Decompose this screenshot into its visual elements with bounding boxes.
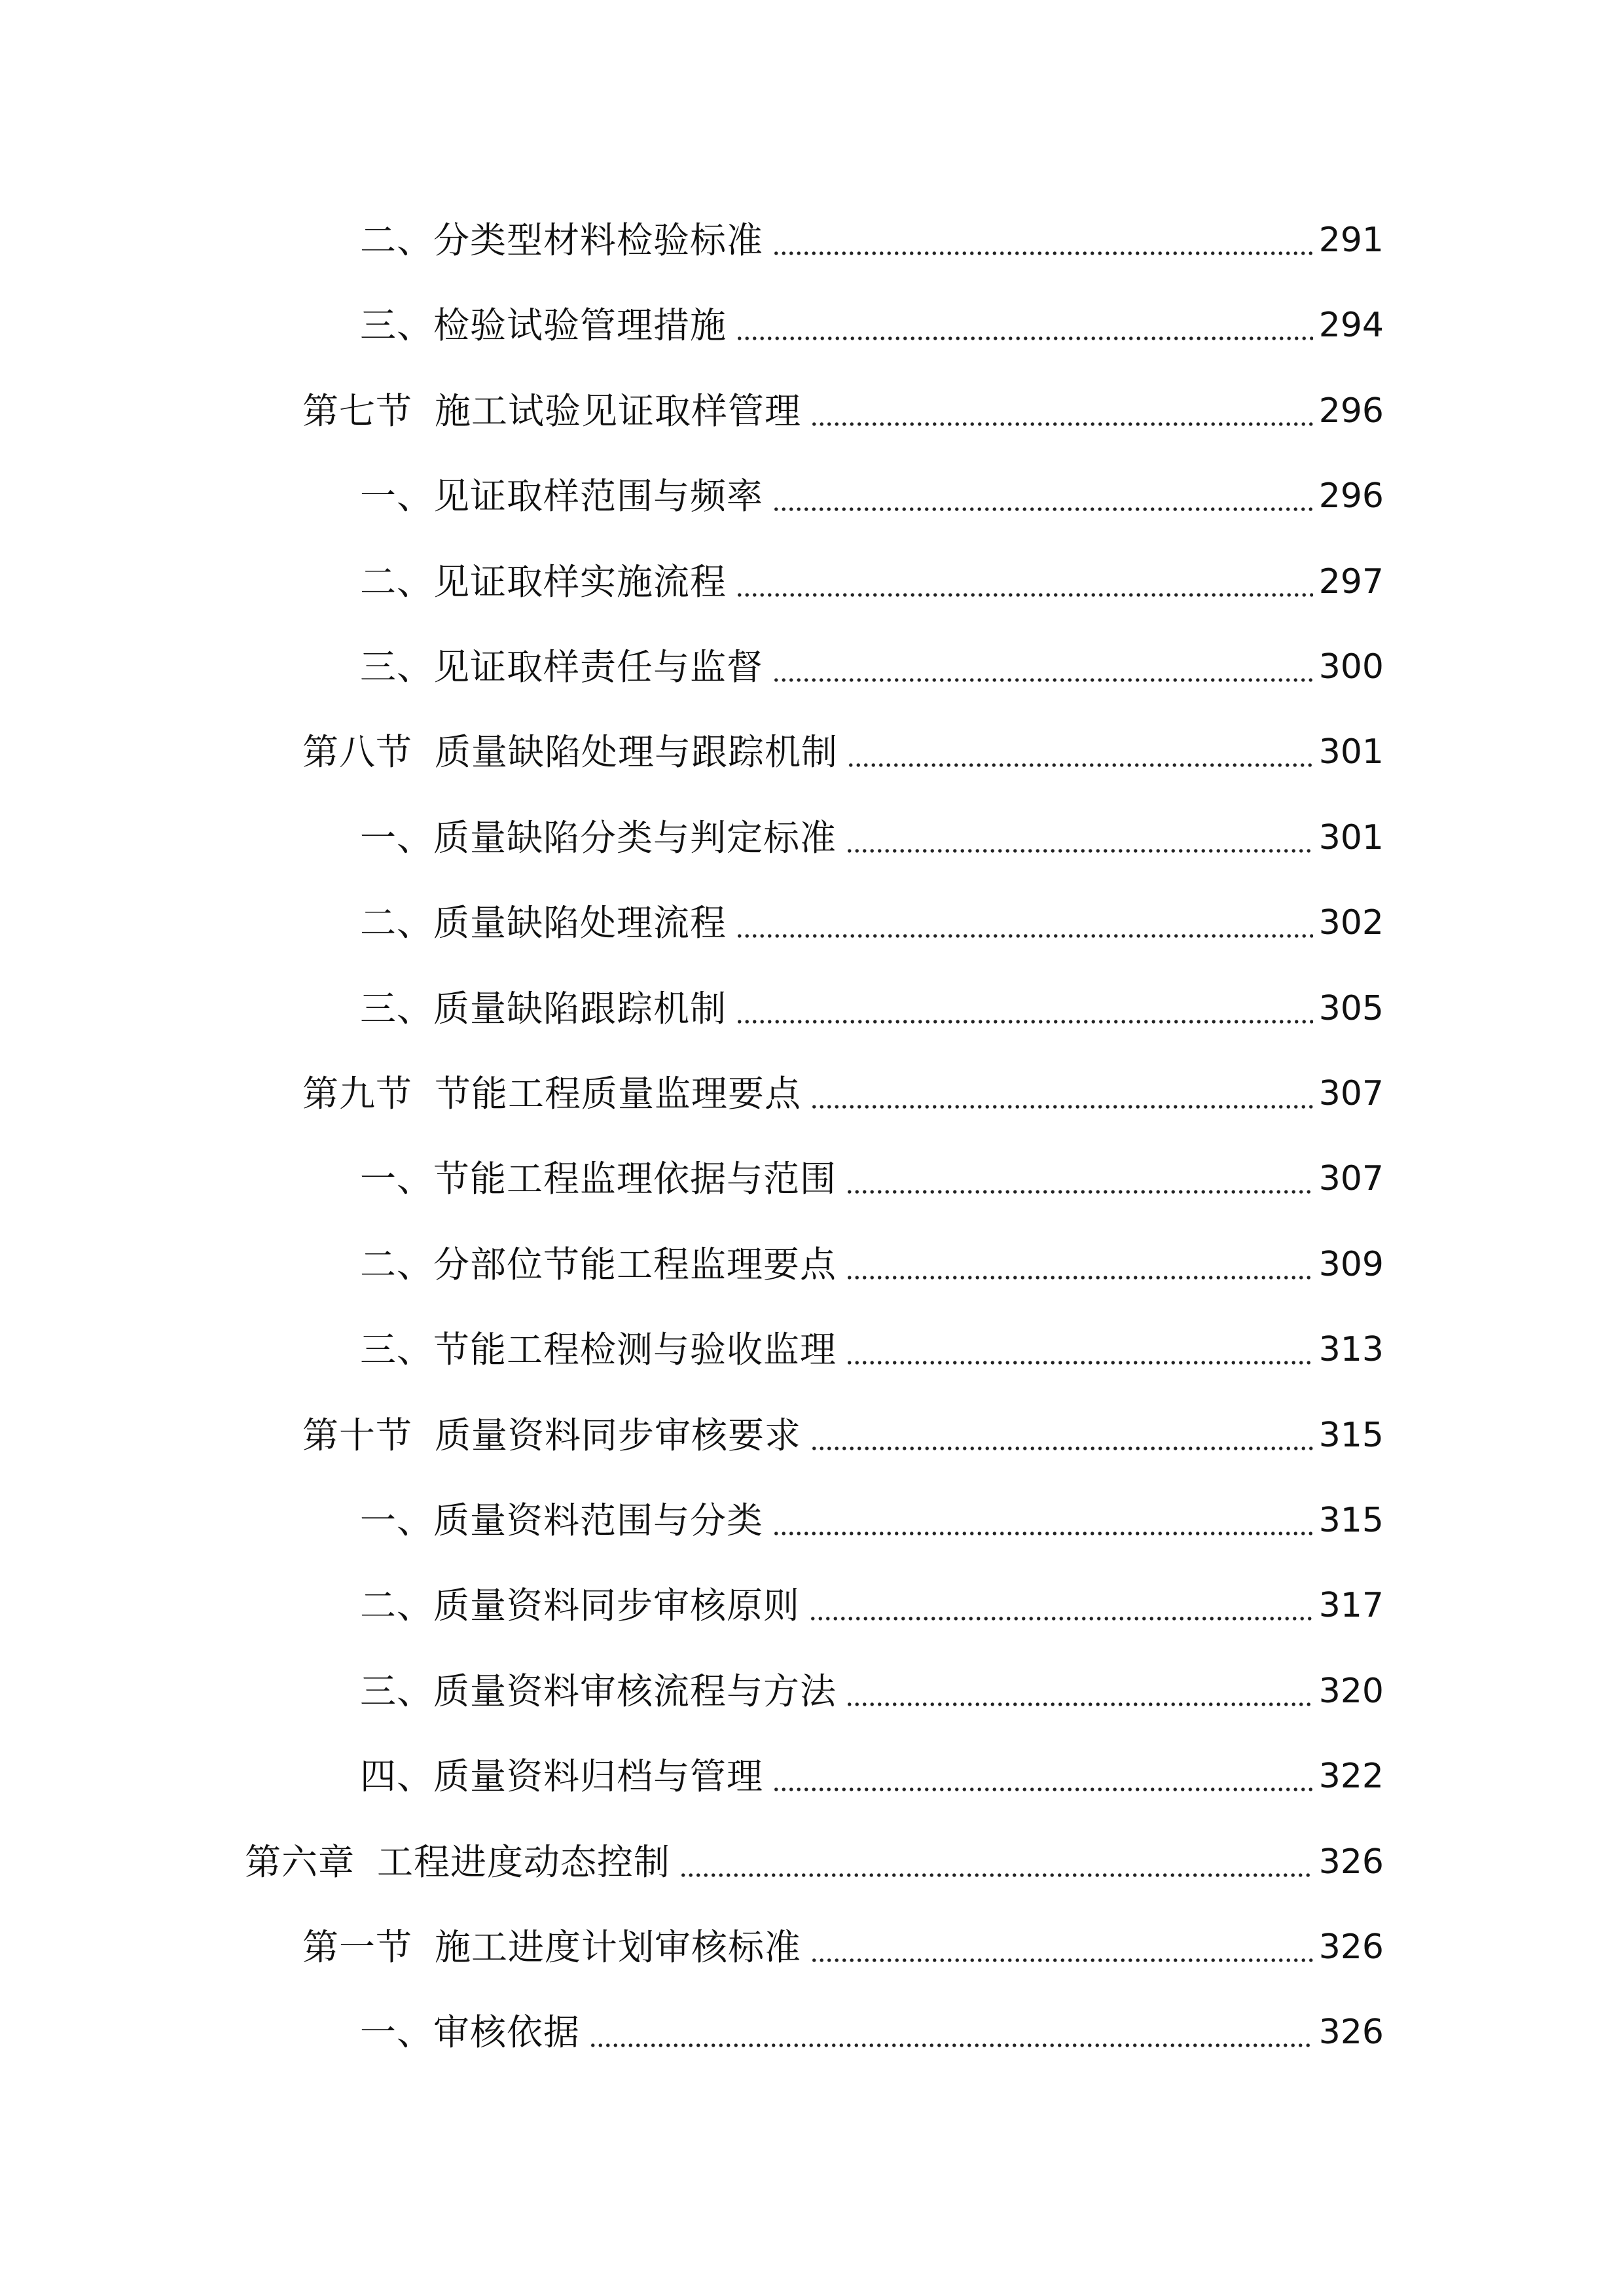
toc-entry[interactable] (302, 382, 1384, 440)
toc-entry-text: 质量资料归档与管理 (433, 1755, 764, 1797)
toc-entry-title (302, 1064, 801, 1123)
toc-entry-number: 四、 (360, 1755, 434, 1797)
toc-entry-number: 第一节 (302, 1926, 413, 1968)
toc-entry[interactable] (360, 1320, 1384, 1379)
toc-entry-title (360, 1576, 800, 1635)
dot-leader (772, 507, 1313, 511)
toc-entry[interactable] (360, 1662, 1384, 1721)
toc-entry-page-number: 296 (1318, 391, 1384, 431)
toc-entry[interactable] (360, 1747, 1384, 1806)
toc-entry-page-number: 313 (1318, 1330, 1384, 1369)
toc-entry[interactable] (360, 637, 1384, 696)
toc-entry-page-number: 322 (1318, 1757, 1384, 1796)
toc-entry[interactable] (360, 296, 1384, 355)
toc-entry-page-number: 315 (1318, 1501, 1384, 1540)
toc-entry-page-number: 309 (1318, 1245, 1384, 1284)
toc-entry-title (360, 211, 763, 270)
toc-entry-page-number: 301 (1318, 818, 1384, 857)
dot-leader (846, 849, 1313, 853)
toc-entry-page-number: 326 (1318, 1842, 1384, 1882)
toc-entry[interactable] (360, 552, 1384, 611)
toc-entry-number: 三、 (360, 1329, 434, 1371)
toc-entry-number: 第六章 (245, 1841, 355, 1883)
toc-entry-title (360, 1747, 763, 1806)
toc-entry[interactable] (302, 1918, 1384, 1977)
dot-leader (846, 1190, 1313, 1194)
toc-entry-number: 一、 (360, 2011, 434, 2053)
toc-entry-title (245, 1833, 670, 1892)
toc-entry-number: 一、 (360, 817, 434, 859)
toc-entry-text: 质量资料审核流程与方法 (433, 1670, 837, 1712)
dot-leader (736, 593, 1313, 597)
toc-entry-number: 第七节 (302, 390, 413, 432)
toc-entry-page-number: 302 (1318, 903, 1384, 942)
toc-entry-text: 质量资料同步审核要求 (435, 1414, 802, 1456)
toc-entry-title (360, 637, 763, 696)
toc-entry-page-number: 307 (1318, 1074, 1384, 1113)
toc-entry-number: 二、 (360, 219, 434, 261)
toc-entry-page-number: 305 (1318, 989, 1384, 1028)
toc-entry[interactable] (245, 1833, 1384, 1892)
toc-entry-title (360, 1149, 837, 1208)
dot-leader (846, 1702, 1313, 1706)
toc-entry-text: 质量资料同步审核原则 (433, 1585, 801, 1626)
toc-entry-page-number: 296 (1318, 476, 1384, 516)
toc-entry-text: 质量缺陷处理与跟踪机制 (435, 731, 839, 773)
dot-leader (736, 1020, 1313, 1024)
dot-leader (810, 1446, 1313, 1450)
toc-entry-number: 一、 (360, 1499, 434, 1541)
toc-entry-text: 分类型材料检验标准 (433, 219, 764, 261)
toc-entry-text: 施工试验见证取样管理 (435, 390, 802, 432)
toc-entry-page-number: 326 (1318, 1928, 1384, 1967)
dot-leader (589, 2043, 1313, 2047)
toc-entry[interactable] (302, 1064, 1384, 1123)
toc-entry-number: 二、 (360, 902, 434, 944)
toc-entry-number: 三、 (360, 1670, 434, 1712)
toc-entry-title (360, 979, 727, 1038)
dot-leader (846, 1361, 1313, 1365)
toc-entry-number: 一、 (360, 1158, 434, 1200)
toc-entry-text: 工程进度动态控制 (377, 1841, 671, 1883)
toc-entry-number: 第九节 (302, 1073, 413, 1115)
toc-entry-number: 一、 (360, 475, 434, 517)
toc-entry-title (360, 808, 837, 867)
toc-entry-text: 质量缺陷分类与判定标准 (433, 817, 837, 859)
toc-entry-page-number: 315 (1318, 1416, 1384, 1455)
toc-entry-page-number: 307 (1318, 1159, 1384, 1198)
dot-leader (772, 678, 1313, 682)
toc-entry[interactable] (360, 1491, 1384, 1550)
toc-entry-text: 施工进度计划审核标准 (435, 1926, 802, 1968)
toc-entry[interactable] (360, 2003, 1384, 2062)
toc-entry-title (360, 467, 763, 526)
dot-leader (772, 1787, 1313, 1791)
dot-leader (847, 763, 1313, 767)
toc-entry-title (360, 1320, 837, 1379)
toc-entry-number: 二、 (360, 1244, 434, 1285)
dot-leader (810, 1958, 1313, 1962)
dot-leader (810, 422, 1313, 426)
toc-entry-page-number: 326 (1318, 2013, 1384, 2052)
toc-entry-page-number: 301 (1318, 732, 1384, 772)
toc-entry-text: 分部位节能工程监理要点 (433, 1244, 837, 1285)
toc-entry-text: 见证取样责任与监督 (433, 646, 764, 688)
toc-entry-text: 质量缺陷处理流程 (433, 902, 727, 944)
toc-entry-title (360, 296, 727, 355)
toc-entry-text: 见证取样范围与频率 (433, 475, 764, 517)
toc-entry-text: 节能工程监理依据与范围 (433, 1158, 837, 1200)
dot-leader (809, 1617, 1313, 1621)
toc-entry[interactable] (302, 723, 1384, 781)
toc-entry[interactable] (360, 1149, 1384, 1208)
toc-entry-title (360, 552, 727, 611)
toc-entry[interactable] (360, 1235, 1384, 1294)
toc-entry-text: 质量缺陷跟踪机制 (433, 988, 727, 1030)
toc-entry-title (360, 2003, 580, 2062)
dot-leader (846, 1276, 1313, 1280)
toc-entry-number: 三、 (360, 304, 434, 346)
toc-entry[interactable] (360, 1576, 1384, 1635)
toc-entry-title (302, 382, 801, 440)
toc-entry-page-number: 317 (1318, 1586, 1384, 1625)
toc-entry-page-number: 297 (1318, 562, 1384, 601)
toc-entry-number: 二、 (360, 561, 434, 603)
toc-entry-page-number: 291 (1318, 221, 1384, 260)
toc-entry-text: 检验试验管理措施 (433, 304, 727, 346)
toc-entry-title (302, 723, 838, 781)
toc-entry[interactable] (360, 979, 1384, 1038)
toc-entry[interactable] (360, 467, 1384, 526)
toc-entry-text: 见证取样实施流程 (433, 561, 727, 603)
dot-leader (772, 251, 1313, 255)
toc-entry-number: 三、 (360, 988, 434, 1030)
toc-entry-title (360, 893, 727, 952)
dot-leader (810, 1105, 1313, 1109)
toc-entry-page-number: 294 (1318, 306, 1384, 345)
toc-entry-title (360, 1235, 837, 1294)
toc-entry-number: 第八节 (302, 731, 413, 773)
toc-entry-number: 三、 (360, 646, 434, 688)
toc-entry[interactable] (360, 893, 1384, 952)
toc-entry[interactable] (360, 211, 1384, 270)
toc-entry-title (360, 1662, 837, 1721)
toc-entry-text: 节能工程质量监理要点 (435, 1073, 802, 1115)
toc-entry-number: 二、 (360, 1585, 434, 1626)
toc-entry-text: 节能工程检测与验收监理 (433, 1329, 837, 1371)
toc-entry-text: 审核依据 (433, 2011, 581, 2053)
dot-leader (772, 1532, 1313, 1535)
dot-leader (736, 336, 1313, 340)
toc-entry[interactable] (360, 808, 1384, 867)
dot-leader (736, 934, 1313, 938)
toc-entry-title (360, 1491, 763, 1550)
toc-entry-title (302, 1406, 801, 1465)
toc-entry-page-number: 320 (1318, 1672, 1384, 1711)
toc-entry-title (302, 1918, 801, 1977)
toc-entry-text: 质量资料范围与分类 (433, 1499, 764, 1541)
toc-entry-page-number: 300 (1318, 647, 1384, 687)
dot-leader (679, 1873, 1313, 1877)
toc-entry-number: 第十节 (302, 1414, 413, 1456)
toc-entry[interactable] (302, 1406, 1384, 1465)
